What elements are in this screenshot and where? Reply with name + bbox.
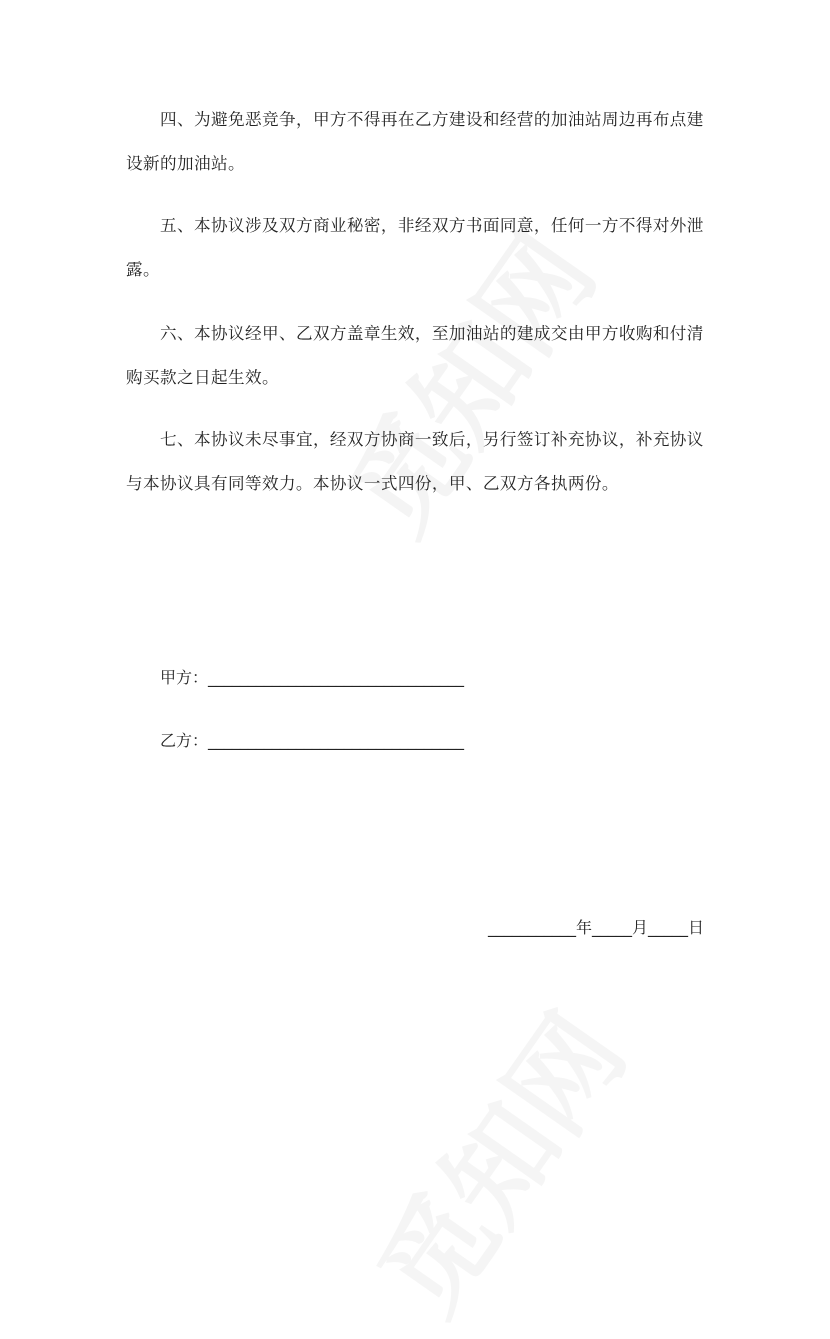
clause-line: 购买款之日起生效。 <box>126 368 279 387</box>
clause-line: 七、本协议未尽事宜，经双方协商一致后，另行签订补充协议，补充协议 <box>160 430 704 449</box>
clause-line: 设新的加油站。 <box>126 154 245 173</box>
party-a-signature-line: 甲方：________________________________ <box>160 668 465 687</box>
clause-line: 露。 <box>126 260 160 279</box>
clause-line: 六、本协议经甲、乙双方盖章生效，至加油站的建成交由甲方收购和付清 <box>160 324 704 343</box>
date-line: ___________年_____月_____日 <box>487 918 704 937</box>
clause-line: 与本协议具有同等效力。本协议一式四份，甲、乙双方各执两份。 <box>126 474 619 493</box>
clause-line: 五、本协议涉及双方商业秘密，非经双方书面同意，任何一方不得对外泄 <box>160 216 704 235</box>
party-b-signature-line: 乙方：________________________________ <box>160 731 465 750</box>
watermark <box>306 199 625 560</box>
clause-line: 四、为避免恶竞争，甲方不得再在乙方建设和经营的加油站周边再布点建 <box>160 110 704 129</box>
watermark <box>336 979 655 1339</box>
